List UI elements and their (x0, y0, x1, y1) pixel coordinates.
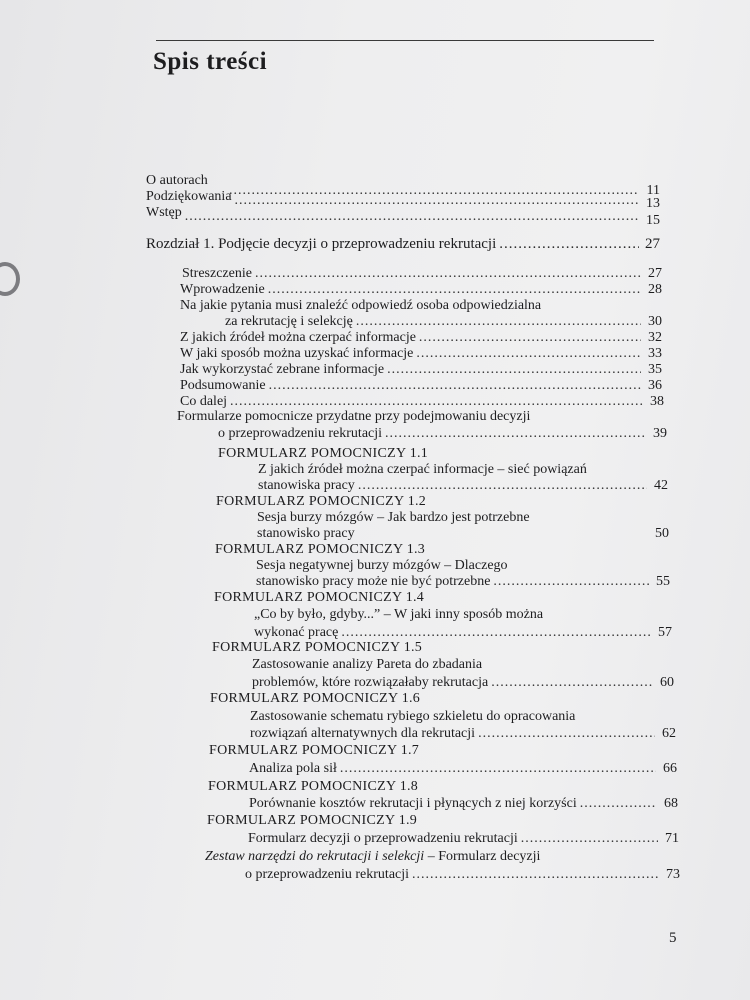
form-1-3-entry: stanowisko pracy może nie być potrzebne ..... 55 (256, 574, 670, 590)
form-1-6-entry: rozwiązań alternatywnych dla rekrutacji ..... 62 (250, 726, 676, 742)
toc-page: 27 (645, 236, 660, 252)
form-1-5-heading: FORMULARZ POMOCNICZY 1.5 (212, 640, 423, 655)
toc-entry-introduction: Wstęp ..... 15 (146, 205, 660, 221)
page-title: Spis treści (153, 48, 268, 75)
toolkit-title-rest: – Formularz decyzji (424, 849, 541, 864)
form-1-7-heading: FORMULARZ POMOCNICZY 1.7 (209, 743, 420, 758)
form-1-1-line1: Z jakich źródeł można czerpać informacje – sieć powiązań (258, 462, 587, 477)
binder-ring (0, 262, 20, 296)
toc-page: 57 (658, 625, 672, 640)
top-rule (156, 40, 654, 41)
toc-page: 39 (653, 426, 667, 441)
toc-page: 32 (648, 330, 662, 345)
toc-page: 42 (654, 478, 668, 493)
toc-page: 71 (665, 831, 679, 846)
toolkit-entry: o przeprowadzeniu rekrutacji ..... 73 (245, 867, 680, 883)
form-1-3-heading: FORMULARZ POMOCNICZY 1.3 (215, 542, 426, 557)
form-1-2-line1: Sesja burzy mózgów – Jak bardzo jest potrzebne (257, 510, 530, 525)
toc-chapter-1: Rozdział 1. Podjęcie decyzji o przeprowadzeniu rekrutacji ..... 27 (146, 236, 660, 252)
toc-section-next: Co dalej ..... 38 (180, 394, 664, 410)
form-1-5-entry: problemów, które rozwiązałaby rekrutacja ..... 60 (252, 675, 674, 691)
toc-section-questions-line1: Na jakie pytania musi znaleźć odpowiedź osoba odpowiedzialna (180, 298, 542, 313)
form-1-2-entry: stanowisko pracy 50 (257, 526, 669, 541)
form-1-3-line1: Sesja negatywnej burzy mózgów – Dlaczego (256, 558, 508, 573)
toc-section-sources: Z jakich źródeł można czerpać informacje ..... 32 (180, 330, 662, 346)
form-1-1-entry: stanowiska pracy ..... 42 (258, 478, 668, 494)
form-1-8-entry: Porównanie kosztów rekrutacji i płynących z niej korzyści ..... 68 (249, 796, 678, 812)
toc-page: 50 (655, 526, 669, 541)
toc-section-questions: za rekrutację i selekcję ..... 30 (225, 314, 662, 330)
toc-section-forms-line1: Formularze pomocnicze przydatne przy podejmowaniu decyzji (177, 409, 531, 424)
page-number: 5 (669, 930, 677, 946)
form-1-4-line1: „Co by było, gdyby...” – W jaki inny sposób można (254, 607, 544, 622)
toc-section-summary: Streszczenie ..... 27 (182, 266, 662, 282)
form-1-4-entry: wykonać pracę ..... 57 (254, 625, 672, 641)
toc-section-use: Jak wykorzystać zebrane informacje ..... 35 (180, 362, 662, 378)
form-1-6-heading: FORMULARZ POMOCNICZY 1.6 (210, 691, 421, 706)
toc-page: 11 (646, 183, 660, 198)
toc-page: 38 (650, 394, 664, 409)
form-1-1-heading: FORMULARZ POMOCNICZY 1.1 (218, 446, 429, 461)
toc-page: 35 (648, 362, 662, 377)
toolkit-title: Zestaw narzędzi do rekrutacji i selekcji (205, 849, 425, 864)
toc-page: 68 (664, 796, 678, 811)
toc-page: 36 (648, 378, 662, 393)
form-1-2-heading: FORMULARZ POMOCNICZY 1.2 (216, 494, 427, 509)
toc-page: 13 (646, 196, 660, 211)
toc-page: 28 (648, 282, 662, 297)
toc-section-conclusion: Podsumowanie ..... 36 (180, 378, 662, 394)
toc-page: 55 (656, 574, 670, 589)
form-1-5-line1: Zastosowanie analizy Pareta do zbadania (252, 657, 483, 672)
form-1-8-heading: FORMULARZ POMOCNICZY 1.8 (208, 779, 419, 794)
toc-section-forms: o przeprowadzeniu rekrutacji ..... 39 (218, 426, 667, 442)
form-1-6-line1: Zastosowanie schematu rybiego szkieletu do opracowania (250, 709, 576, 724)
toc-page: 62 (662, 726, 676, 741)
form-1-7-entry: Analiza pola sił ..... 66 (249, 761, 677, 777)
toc-page: 30 (648, 314, 662, 329)
toc-page: 27 (648, 266, 662, 281)
toc-page: 73 (666, 867, 680, 882)
toc-section-obtain: W jaki sposób można uzyskać informacje ..... 33 (180, 346, 662, 362)
toc-entry-about-authors: O autorach (146, 173, 208, 188)
toc-page: 33 (648, 346, 662, 361)
form-1-9-entry: Formularz decyzji o przeprowadzeniu rekrutacji ..... 71 (248, 831, 679, 847)
toc-page: 15 (646, 213, 660, 228)
toc-page: 66 (663, 761, 677, 776)
toc-page: 60 (660, 675, 674, 690)
form-1-4-heading: FORMULARZ POMOCNICZY 1.4 (214, 590, 425, 605)
toolkit-line1 (205, 849, 540, 865)
toc-entry-acknowledgements: Podziękowania ..... 13 (146, 189, 660, 205)
form-1-9-heading: FORMULARZ POMOCNICZY 1.9 (207, 813, 418, 828)
toc-section-intro: Wprowadzenie ..... 28 (180, 282, 662, 298)
